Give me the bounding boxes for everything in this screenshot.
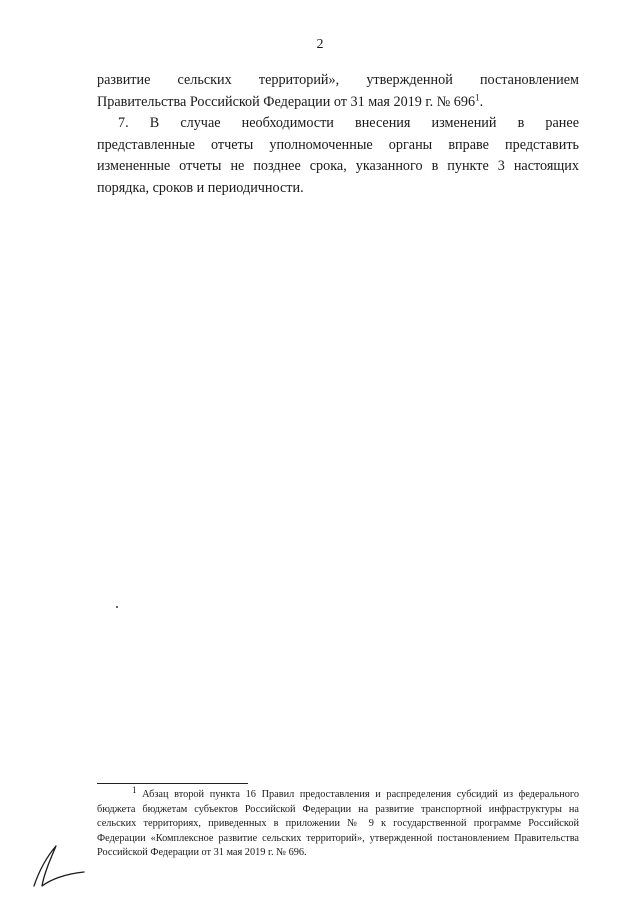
page-number: 2 (316, 37, 324, 52)
footnote-text: Абзац второй пункта 16 Правил предоставления и распределения субсидий из федерального бюджета бюджетам субъектов Российской Федерации на развитие транспортной инфраструктуры на сельских территориях, приведенных в приложении № 9 к государственной программе Российской Федерации «Комплексное развитие сельских территорий», утвержденной постановлением Правительства Российской Федерации от 31 мая 2019 г. № 696. (97, 789, 580, 859)
scan-speck (116, 606, 118, 608)
paragraph-2-line-2: представленные отчеты уполномоченные органы вправе представить (97, 136, 579, 153)
paragraph-1-tail: . (479, 93, 484, 110)
paragraph-2-line-3: измененные отчеты не позднее срока, указанного в пункте 3 настоящих (97, 158, 579, 174)
footnote (97, 784, 580, 861)
paragraph-2-line-4: порядка, сроков и периодичности. (97, 179, 304, 196)
footnote-ref: 1 (475, 91, 480, 102)
body-text (97, 70, 579, 199)
signature-initial-icon (30, 842, 90, 890)
footnote-mark: 1 (132, 784, 137, 795)
paragraph-2-line-1: 7. В случае необходимости внесения изменений в ранее (118, 115, 579, 131)
paragraph-1-line-2 (97, 92, 579, 114)
footnote-separator (97, 783, 248, 784)
paragraph-1-line-1: развитие сельских территорий», утвержденной постановлением (97, 72, 579, 88)
paragraph-1-line-2-text: Правительства Российской Федерации от 31 мая 2019 г. № 696 (97, 93, 476, 110)
